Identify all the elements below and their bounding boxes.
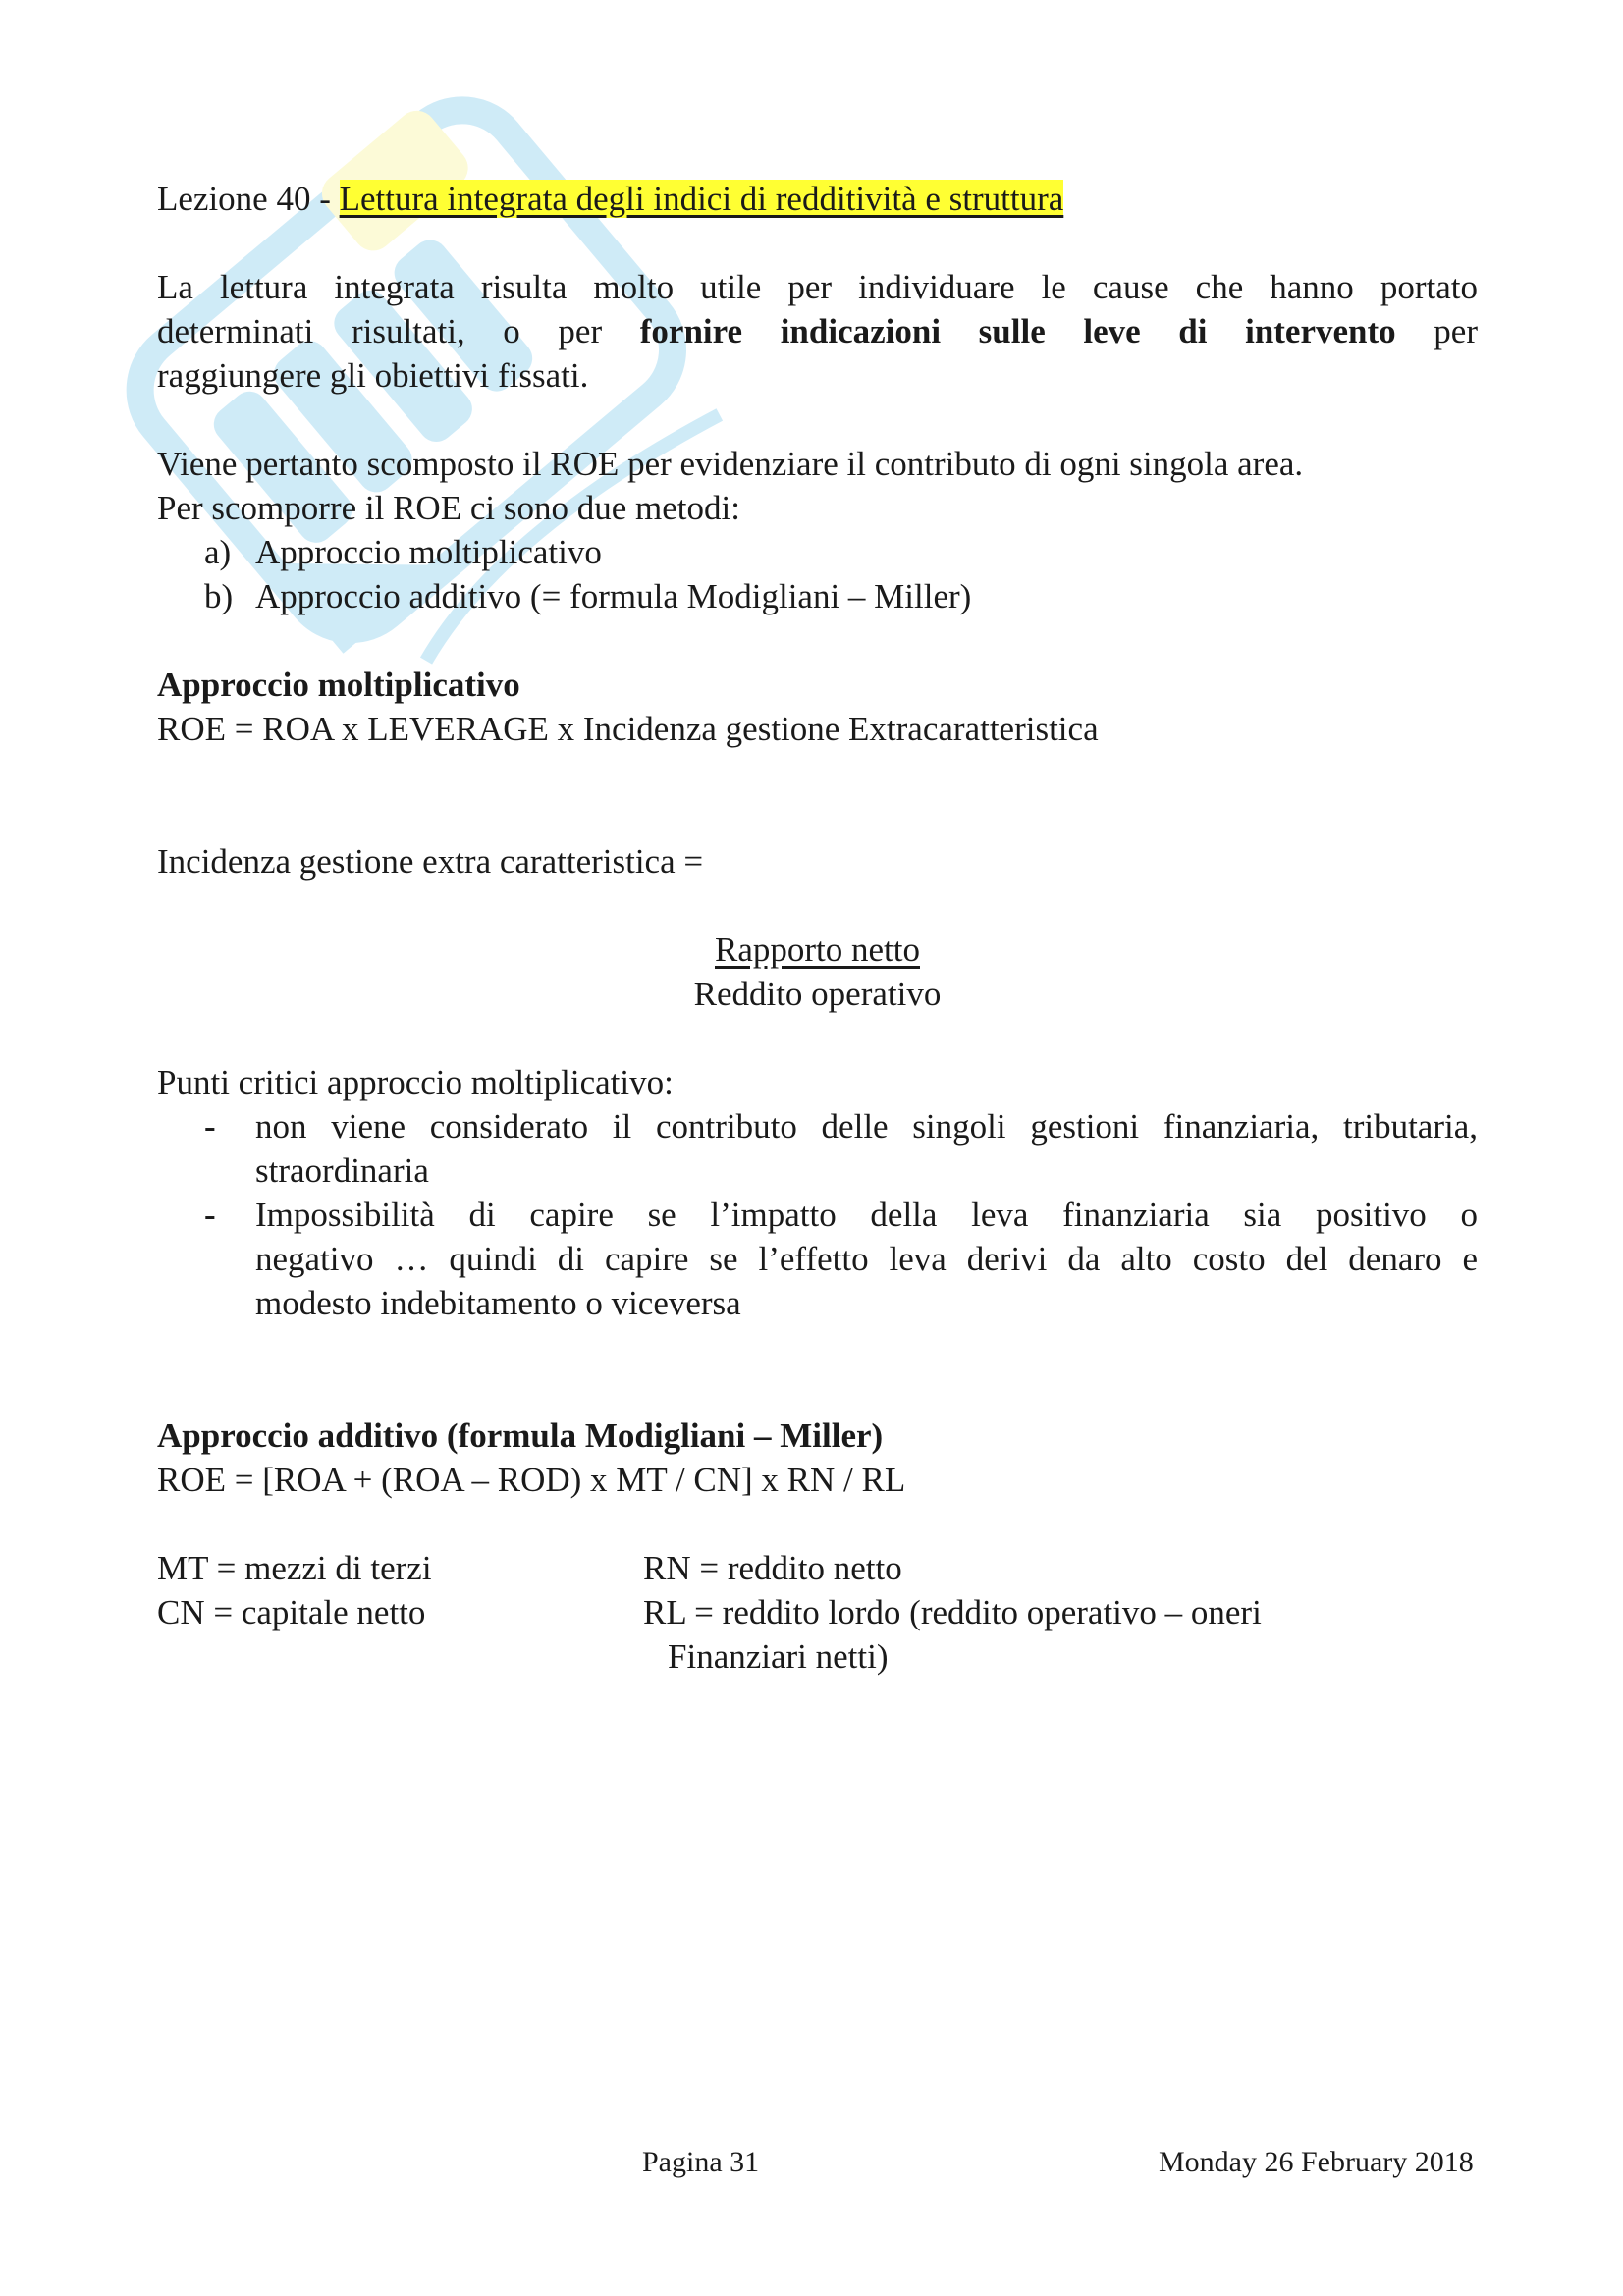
dash-marker: - bbox=[204, 1107, 216, 1146]
legend-cn: CN = capitale netto bbox=[157, 1593, 426, 1631]
critical-point bbox=[157, 1193, 1478, 1325]
critical-point-line: Impossibilità di capire se l’impatto della leva finanziaria sia positivo o bbox=[255, 1196, 1478, 1234]
intro-line-2-start: determinati risultati, o per bbox=[157, 312, 640, 350]
intro-bold-phrase: fornire indicazioni sulle leve di intervento bbox=[639, 312, 1396, 350]
fraction-denominator: Reddito operativo bbox=[693, 975, 942, 1013]
legend-rl: RL = reddito lordo (reddito operativo – oneri bbox=[643, 1593, 1262, 1631]
footer-page-number: Pagina 31 bbox=[642, 2146, 760, 2178]
method-item bbox=[157, 574, 1478, 618]
legend-rl-continued: Finanziari netti) bbox=[668, 1637, 889, 1676]
intro-line-3: raggiungere gli obiettivi fissati. bbox=[157, 356, 589, 395]
decomposition-line-1: Viene pertanto scomposto il ROE per evidenziare il contributo di ogni singola area. bbox=[157, 445, 1304, 483]
legend-rn: RN = reddito netto bbox=[643, 1549, 902, 1587]
additive-section bbox=[157, 1414, 1478, 1679]
legend-row bbox=[157, 1590, 1478, 1634]
critical-point bbox=[157, 1104, 1478, 1193]
critical-point-line: non viene considerato il contributo delle singoli gestioni finanziaria, tributaria, bbox=[255, 1107, 1478, 1146]
decomposition-section bbox=[157, 442, 1478, 618]
legend-mt: MT = mezzi di terzi bbox=[157, 1549, 432, 1587]
page-content bbox=[157, 177, 1478, 1679]
decomposition-line-2: Per scomporre il ROE ci sono due metodi: bbox=[157, 489, 740, 527]
method-label: Approccio additivo (= formula Modigliani – Miller) bbox=[255, 577, 972, 615]
method-marker: a) bbox=[204, 533, 232, 571]
dash-marker: - bbox=[204, 1196, 216, 1234]
intro-paragraph bbox=[157, 265, 1478, 398]
lesson-title-highlight: Lettura integrata degli indici di redditività e struttura bbox=[339, 180, 1064, 218]
critical-title: Punti critici approccio moltiplicativo: bbox=[157, 1063, 674, 1101]
lesson-title bbox=[157, 177, 1478, 221]
multiplicative-section bbox=[157, 663, 1478, 1325]
critical-point-line: straordinaria bbox=[255, 1151, 429, 1190]
fraction bbox=[157, 928, 1478, 1016]
method-label: Approccio moltiplicativo bbox=[255, 533, 602, 571]
fraction-numerator: Rapporto netto bbox=[715, 931, 920, 969]
legend-row bbox=[157, 1546, 1478, 1590]
intro-line-2 bbox=[157, 309, 1478, 353]
lesson-prefix: Lezione 40 - bbox=[157, 180, 340, 218]
footer-date: Monday 26 February 2018 bbox=[1159, 2146, 1474, 2178]
intro-line-1: La lettura integrata risulta molto utile per individuare le cause che hanno portato bbox=[157, 268, 1478, 306]
intro-line-2-end: per bbox=[1395, 312, 1478, 350]
legend-row bbox=[157, 1634, 1478, 1679]
method-marker: b) bbox=[204, 577, 234, 615]
critical-point-line: modesto indebitamento o viceversa bbox=[255, 1284, 741, 1322]
multiplicative-heading: Approccio moltiplicativo bbox=[157, 666, 520, 704]
additive-formula: ROE = [ROA + (ROA – ROD) x MT / CN] x RN / RL bbox=[157, 1461, 906, 1499]
additive-heading: Approccio additivo (formula Modigliani – Miller) bbox=[157, 1416, 884, 1455]
method-item bbox=[157, 530, 1478, 574]
critical-point-line: negativo … quindi di capire se l’effetto leva derivi da alto costo del denaro e bbox=[255, 1240, 1478, 1278]
multiplicative-formula: ROE = ROA x LEVERAGE x Incidenza gestione Extracaratteristica bbox=[157, 710, 1099, 748]
incidence-label: Incidenza gestione extra caratteristica = bbox=[157, 842, 704, 881]
